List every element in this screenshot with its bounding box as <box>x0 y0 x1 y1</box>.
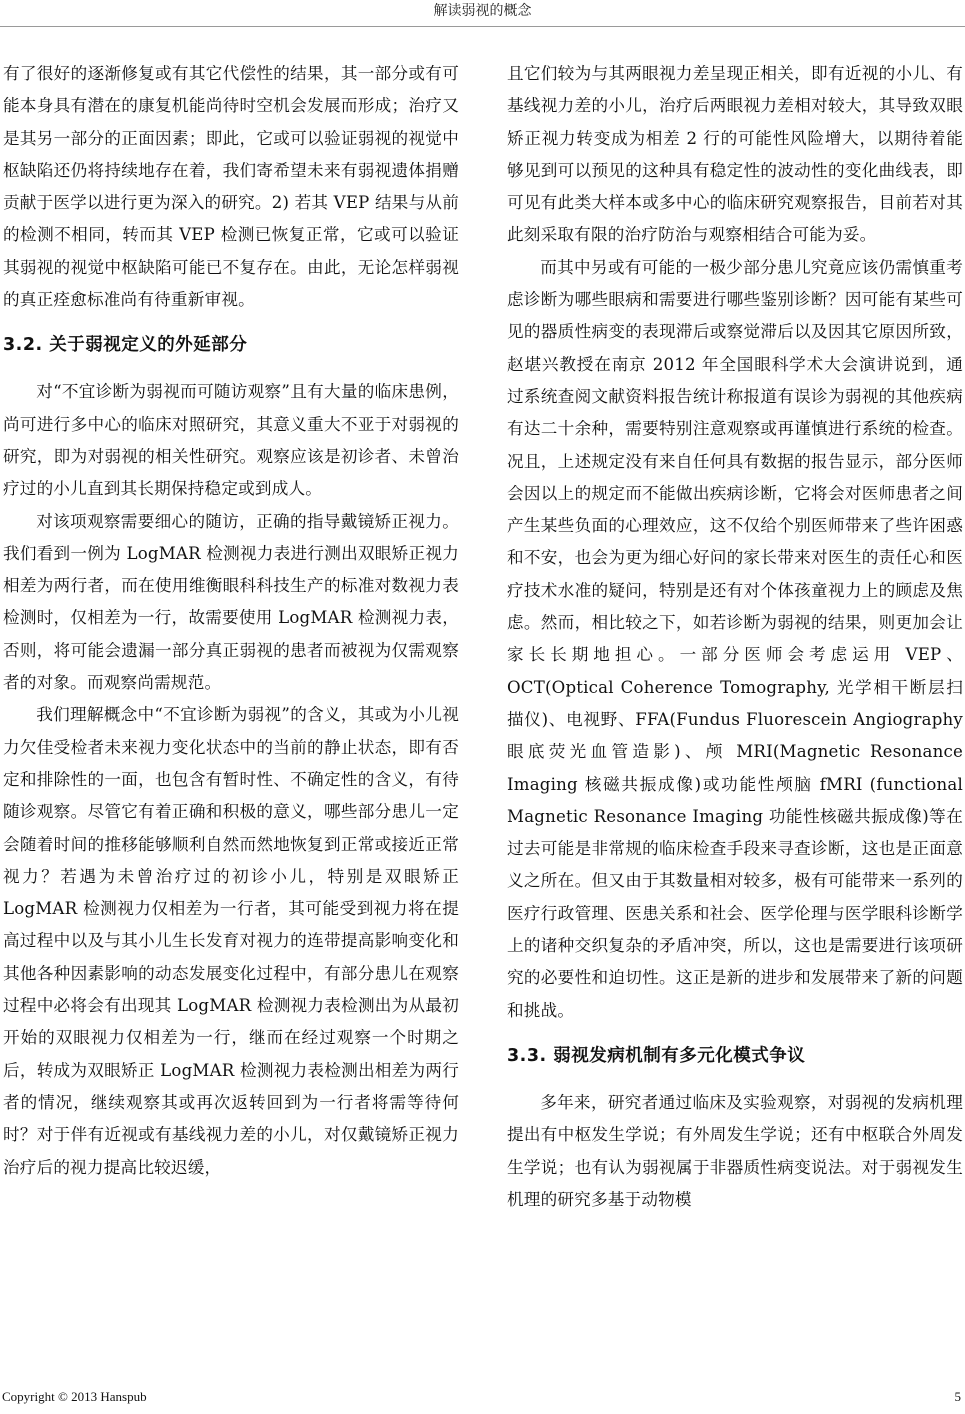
paragraph: 对该项观察需要细心的随访，正确的指导戴镜矫正视力。我们看到一例为 LogMAR 检测视力表进行测出双眼矫正视力相差为两行者，而在使用维衡眼科科技生产的标准对数视力表检测时，仅相差为一行，故需要使用 LogMAR 检测视力表，否则，将可能会遗漏一部分真正弱视的患者而被视为仅需观察者的对象。而观察尚需规范。 <box>3 511 459 693</box>
paragraph: 对“不宜诊断为弱视而可随访观察”且有大量的临床患例，尚可进行多中心的临床对照研究，其意义重大不亚于对弱视的研究，即为对弱视的相关性研究。观察应该是初诊者、未曾治疗过的小儿直到其长期保持稳定或到成人。 <box>3 382 459 499</box>
page-number: 5 <box>954 1389 961 1404</box>
paragraph: 多年来，研究者通过临床及实验观察，对弱视的发病机理提出有中枢发生学说；有外周发生学说；还有中枢联合外周发生学说；也有认为弱视属于非器质性病变说法。对于弱视发生机理的研究多基于动物模 <box>507 1092 963 1209</box>
paragraph: 且它们较为与其两眼视力差呈现正相关，即有近视的小儿、有基线视力差的小儿，治疗后两眼视力差相对较大，其导致双眼矫正视力转变成为相差 2 行的可能性风险增大，以期待着能够见到可以预见的这种具有稳定性的波动性的变化曲线表，即可见有此类大样本或多中心的临床研究观察报告，目前若对其此刻采取有限的治疗防治与观察相结合可能为妥。 <box>507 64 963 245</box>
running-header <box>0 0 965 27</box>
copyright-notice: Copyright © 2013 Hanspub <box>2 1389 147 1404</box>
left-column <box>3 58 459 1184</box>
section-heading-3-3: 3.3. 弱视发病机制有多元化模式争议 <box>507 1045 806 1066</box>
paragraph: 有了很好的逐渐修复或有其它代偿性的结果，其一部分或有可能本身具有潜在的康复机能尚待时空机会发展而形成；治疗又是其另一部分的正面因素；即此，它或可以验证弱视的视觉中枢缺陷还仍将持续地存在着，我们寄希望未来有弱视遗体捐赠贡献于医学以进行更为深入的研究。2) 若其 VEP 结果与从前的检测不相同，转而其 VEP 检测已恢复正常，它或可以验证其弱视的视觉中枢缺陷可能已不复存在。由此，无论怎样弱视的真正痊愈标准尚有待重新审视。 <box>3 64 459 310</box>
running-header-title: 解读弱视的概念 <box>433 3 532 19</box>
paragraph: 而其中另或有可能的一极少部分患儿究竟应该仍需慎重考虑诊断为哪些眼病和需要进行哪些鉴别诊断？因可能有某些可见的器质性病变的表现滞后或察觉滞后以及因其它原因所致，赵堪兴教授在南京 2012 年全国眼科学术大会演讲说到，通过系统查阅文献资料报告统计称报道有误诊为弱视的其他疾病有达二十余种，需要特别注意观察或再谨慎进行系统的检查。况且，上述规定没有来自任何具有数据的报告显示，部分医师会因以上的规定而不能做出疾病诊断，它将会对医师患者之间产生某些负面的心理效应，这不仅给个别医师带来了些许困惑和不安，也会为更为细心好问的家长带来对医生的责任心和医疗技术水准的疑问，特别是还有对个体孩童视力上的顾虑及焦虑。然而，相比较之下，如若诊断为弱视的结果，则更加会让家长长期地担心。一部分医师会考虑运用 VEP、OCT(Optical Coherence Tomography, 光学相干断层扫描仪)、电视野、FFA(Fundus Fluorescein Angiography 眼底荧光血管造影)、颅 MRI(Magnetic Resonance Imaging 核磁共振成像)或功能性颅脑 fMRI (functional Magnetic Resonance Imaging 功能性核磁共振成像)等在过去可能是非常规的临床检查手段来寻查诊断，这也是正面意义之所在。但又由于其数量相对较多，极有可能带来一系列的医疗行政管理、医患关系和社会、医学伦理与医学眼科诊断学上的诸种交织复杂的矛盾冲突，所以，这也是需要进行该项研究的必要性和迫切性。这正是新的进步和发展带来了新的问题和挑战。 <box>507 257 963 1020</box>
paragraph: 我们理解概念中“不宜诊断为弱视”的含义，其或为小儿视力欠佳受检者未来视力变化状态中的当前的静止状态，即有否定和排除性的一面，也包含有暂时性、不确定性的含义，有待随诊观察。尽管它有着正确和积极的意义，哪些部分患儿一定会随着时间的推移能够顺利自然而然地恢复到正常或接近正常视力？若遇为未曾治疗过的初诊小儿，特别是双眼矫正 LogMAR 检测视力仅相差为一行者，其可能受到视力将在提高过程中以及与其小儿生长发育对视力的连带提高影响变化和其他各种因素影响的动态发展变化过程中，有部分患儿在观察过程中必将会有出现其 LogMAR 检测视力表检测出为从最初开始的双眼视力仅相差为一行，继而在经过观察一个时期之后，转成为双眼矫正 LogMAR 检测视力表检测出相差为两行者的情况，继续观察其或再次返转回到为一行者将需等待何时？对于伴有近视或有基线视力差的小儿，对仅戴镜矫正视力治疗后的视力提高比较迟缓， <box>3 705 459 1177</box>
right-column <box>507 58 963 1216</box>
section-heading-3-2: 3.2. 关于弱视定义的外延部分 <box>3 335 248 356</box>
